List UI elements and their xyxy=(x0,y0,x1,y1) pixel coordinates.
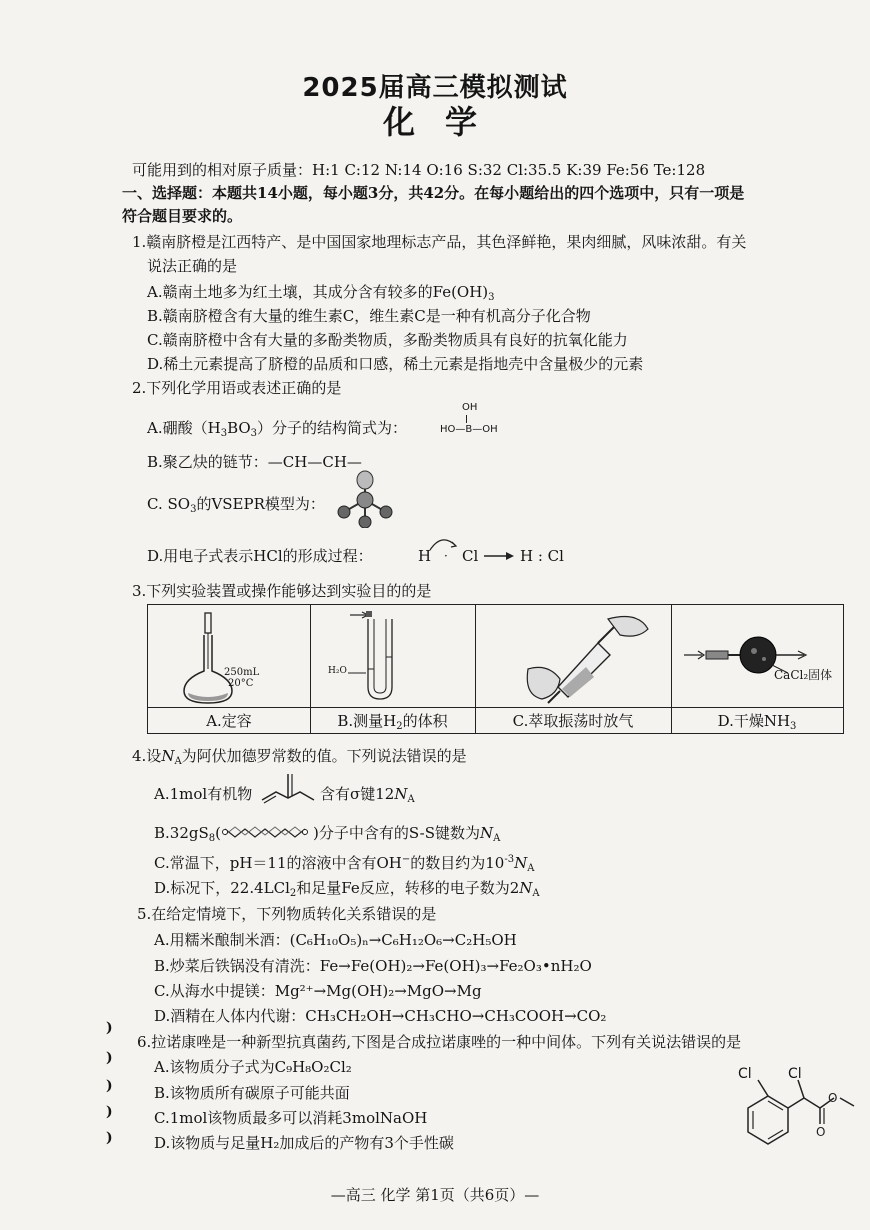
section-heading-line1: 一、选择题：本题共14小题，每小题3分，共42分。在每小题给出的四个选项中，只有一项是 xyxy=(122,184,745,202)
atomic-masses: 可能用到的相对原子质量：H:1 C:12 N:14 O:16 S:32 Cl:35.5 K:39 Fe:56 Te:128 xyxy=(132,161,706,179)
q4-option-a-post: 含有σ键$12N_A$ xyxy=(320,785,415,805)
q4-stem: 4.设$N_A$为阿伏加德罗常数的值。下列说法错误的是 xyxy=(132,747,467,767)
cacl2-label: CaCl₂固体 xyxy=(774,668,833,682)
gas-burette-image xyxy=(320,609,470,705)
exp-caption-a: A.定容 xyxy=(206,712,252,730)
electron-dot-plus: · xyxy=(444,549,448,563)
flask-volume-label: 250mL xyxy=(224,667,260,678)
q5-stem: 5.在给定情境下，下列物质转化关系错误的是 xyxy=(137,905,437,923)
page-footer: —高三 化学 第1页（共6页）— xyxy=(330,1186,540,1204)
q1-option-b: B.赣南脐橙含有大量的维生素C，维生素C是一种有机高分子化合物 xyxy=(147,307,591,325)
q1-option-d: D.稀土元素提高了脐橙的品质和口感，稀土元素是指地壳中含量极少的元素 xyxy=(147,355,644,373)
q1-stem-1: 1.赣南脐橙是江西特产、是中国国家地理标志产品，其色泽鲜艳，果肉细腻，风味浓甜。有关 xyxy=(132,233,747,251)
q1-option-a: A.赣南土地多为红土壤，其成分含有较多的$Fe(OH)_3$ xyxy=(147,283,495,303)
q1-stem-2: 说法正确的是 xyxy=(147,257,238,275)
q2-option-a: A.硼酸$(H_3BO_3)$分子的结构简式为： xyxy=(147,419,408,439)
exp-caption-b: B.测量$H_2$的体积 xyxy=(337,712,448,732)
q6-option-d: D.该物质与足量H₂加成后的产物有3个手性碳 xyxy=(154,1134,454,1152)
structure-cl-2: Cl xyxy=(788,1066,802,1082)
so3-vsepr-model xyxy=(334,470,396,528)
flask-temp-label: 20°C xyxy=(228,678,254,689)
q6-option-a: A.该物质分子式为C₉H₈O₂Cl₂ xyxy=(154,1058,352,1076)
q4-option-a-pre: A.1mol有机物 xyxy=(154,785,253,803)
q5-option-d: D.酒精在人体内代谢：CH₃CH₂OH→CH₃CHO→CH₃COOH→CO₂ xyxy=(154,1007,607,1025)
h2o-label: H₂O xyxy=(328,666,347,676)
svg-text:O: O xyxy=(828,1091,838,1105)
reaction-arrow-icon xyxy=(484,550,516,562)
q4-option-b: $B.32gS_8$( )分子中含有的S-S键数为$N_A$ xyxy=(154,824,501,844)
q6-option-b: B.该物质所有碳原子可能共面 xyxy=(154,1084,350,1102)
svg-text:O: O xyxy=(816,1125,826,1139)
q2-option-d: D.用电子式表示HCl的形成过程： xyxy=(147,547,373,565)
exp-caption-c: C.萃取振荡时放气 xyxy=(512,712,634,730)
separatory-funnel-image xyxy=(488,609,668,705)
binding-mark: ) xyxy=(106,1020,113,1036)
section-heading-line2: 符合题目要求的。 xyxy=(122,207,243,225)
boric-acid-struct-top: OH xyxy=(462,402,478,413)
q2-option-b: B.聚乙炔的链节：—CH—CH— xyxy=(147,453,362,471)
exp-caption-d: D.干燥$NH_3$ xyxy=(717,712,797,732)
hcl-product: H : Cl xyxy=(520,547,564,565)
boric-acid-bond xyxy=(466,415,467,423)
hcl-cl-atom: Cl xyxy=(462,547,479,565)
isoprene-structure xyxy=(258,770,318,806)
experiment-table xyxy=(147,604,844,734)
q1-option-c: C.赣南脐橙中含有大量的多酚类物质，多酚类物质具有良好的抗氧化能力 xyxy=(147,331,628,349)
hcl-h-atom: H xyxy=(418,547,432,565)
q6-option-c: C.1mol该物质最多可以消耗3molNaOH xyxy=(154,1109,428,1127)
binding-mark: ) xyxy=(106,1104,113,1120)
q5-option-c: C.从海水中提镁：Mg²⁺→Mg(OH)₂→MgO→Mg xyxy=(154,982,482,1000)
binding-mark: ) xyxy=(106,1050,113,1066)
q4-option-d: D.标况下，22.4LCl$_2$和足量Fe反应，转移的电子数为$2N_A$ xyxy=(154,879,540,899)
drying-tube-image xyxy=(678,609,840,705)
q5-option-a: A.用糯米酿制米酒：(C₆H₁₀O₅)ₙ→C₆H₁₂O₆→C₂H₅OH xyxy=(154,931,517,949)
boric-acid-struct: HO—B—OH xyxy=(440,424,498,435)
q5-option-b: B.炒菜后铁锅没有清洗：Fe→Fe(OH)₂→Fe(OH)₃→Fe₂O₃•nH₂O xyxy=(154,957,592,975)
q4-option-c: C.常温下，pH＝11的溶液中含有OH−的数目约为$10^{-3}N_A$ xyxy=(154,854,535,874)
subject-title: 化学 xyxy=(382,103,507,141)
exam-title: 2025届高三模拟测试 xyxy=(302,73,568,103)
q2-stem: 2.下列化学用语或表述正确的是 xyxy=(132,379,342,397)
binding-mark: ) xyxy=(106,1130,113,1146)
s8-crown-structure xyxy=(221,823,313,843)
structure-cl-1: Cl xyxy=(738,1066,752,1082)
q3-stem: 3.下列实验装置或操作能够达到实验目的的是 xyxy=(132,582,432,600)
binding-mark: ) xyxy=(106,1078,113,1094)
q6-stem: 6.拉诺康唑是一种新型抗真菌药,下图是合成拉诺康唑的一种中间体。下列有关说法错误的是 xyxy=(137,1033,742,1051)
q2-option-c: C. $SO_3$的VSEPR模型为： xyxy=(147,495,325,515)
volumetric-flask-image xyxy=(168,609,298,705)
